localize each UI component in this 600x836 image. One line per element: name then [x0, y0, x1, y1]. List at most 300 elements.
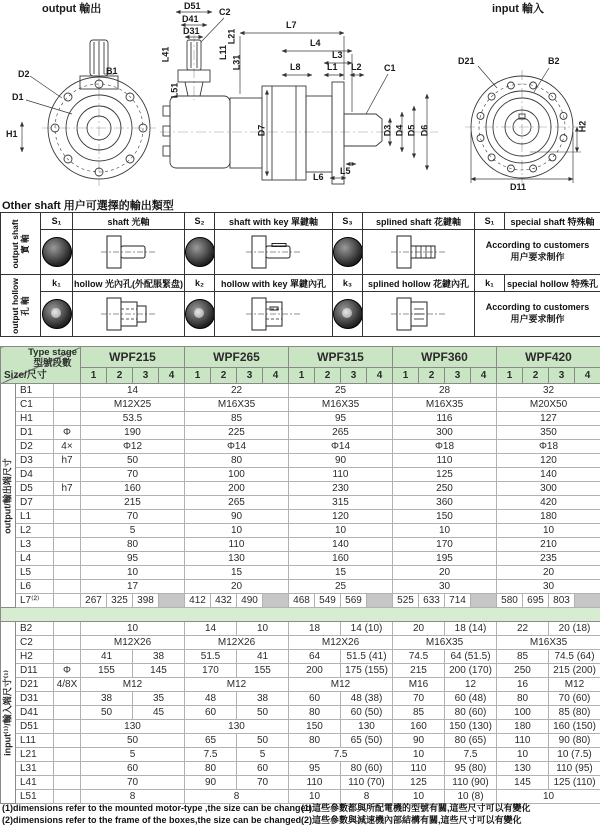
splined-hollow-photo: [333, 299, 363, 329]
spec-cell: 32: [497, 384, 600, 398]
spec-cell: 60: [237, 762, 289, 776]
spec-cell: 20: [185, 580, 289, 594]
spec-cell: 180: [497, 510, 600, 524]
spec-cell: 215: [81, 496, 185, 510]
spec-cell: 110: [393, 762, 445, 776]
spec-cell: 25: [289, 384, 393, 398]
spec-cell: 8: [81, 790, 185, 804]
spec-cell: 70: [393, 692, 445, 706]
dimension-table-wrapper: [0, 346, 600, 804]
row-spec: [54, 580, 81, 594]
spec-cell: 170: [185, 664, 237, 678]
spec-row: [1, 384, 600, 398]
dim-label-l31: L31: [231, 54, 242, 71]
input-front-view-drawing: [471, 66, 581, 183]
spec-cell: 41: [237, 650, 289, 664]
hollow-with-key-photo: [185, 299, 215, 329]
spec-cell: 110: [289, 776, 341, 790]
spec-cell: Φ18: [497, 440, 600, 454]
splined-shaft-sketch: [387, 232, 451, 272]
stage-number-cell: 3: [237, 368, 263, 384]
spec-cell: 30: [393, 580, 497, 594]
spec-cell: 145: [497, 776, 549, 790]
hollow-photo: [42, 299, 72, 329]
spec-cell: 580: [497, 594, 523, 608]
row-label: L1: [16, 510, 54, 524]
spec-cell: 5: [81, 748, 185, 762]
spec-cell: 695: [523, 594, 549, 608]
stage-number-cell: 1: [185, 368, 211, 384]
dim-label-d5: D5: [406, 124, 417, 137]
spec-cell: 325: [107, 594, 133, 608]
spec-cell: 12: [445, 678, 497, 692]
row-label: C1: [16, 398, 54, 412]
spec-cell: 265: [289, 426, 393, 440]
spec-cell: 18: [289, 622, 341, 636]
dim-label-b2: B2: [548, 56, 560, 66]
spec-cell: 160 (150): [549, 720, 600, 734]
hollow-sketch-cell: [363, 292, 475, 337]
dim-label-l21: L21: [226, 28, 237, 45]
stage-number-cell: 2: [523, 368, 549, 384]
spec-cell: 90: [185, 776, 237, 790]
spec-row: [1, 580, 600, 594]
spec-cell: Φ18: [393, 440, 497, 454]
shaft-photo-cell: [333, 230, 363, 275]
model-column-header: WPF315: [289, 347, 393, 368]
spec-cell: 120: [497, 454, 600, 468]
spec-cell: 110 (70): [341, 776, 393, 790]
hollow-photo-cell: [333, 292, 363, 337]
spec-cell: 45: [133, 706, 185, 720]
hollow-label-k1: hollow 光內孔(外配脹緊盘): [73, 275, 185, 292]
stage-number-cell: 4: [263, 368, 289, 384]
spec-cell: 74.5 (64): [549, 650, 600, 664]
spec-cell: 110: [393, 454, 497, 468]
spec-cell: 525: [393, 594, 419, 608]
hollow-with-key-sketch: [242, 294, 306, 334]
row-label: H2: [16, 650, 54, 664]
section-label-text: input⁽¹⁾/輸入端尺寸⁽¹⁾: [2, 669, 13, 756]
dim-label-l5: L5: [340, 166, 351, 176]
dim-label-c1: C1: [384, 63, 396, 73]
spec-cell: 10: [289, 524, 393, 538]
spec-row: [1, 776, 600, 790]
spec-cell: 70: [81, 510, 185, 524]
hollow-photo-cell: [41, 292, 73, 337]
footnotes-en: [2, 802, 311, 826]
spec-cell: M12: [549, 678, 600, 692]
spec-cell: 100: [185, 468, 289, 482]
spec-cell: 28: [393, 384, 497, 398]
row-spec: [54, 734, 81, 748]
spec-row: [1, 678, 600, 692]
spec-row: [1, 748, 600, 762]
spec-cell: M16X35: [393, 636, 497, 650]
spec-row: [1, 594, 600, 608]
dim-label-d6: D6: [419, 124, 430, 137]
side-label-zh: 孔 軸: [20, 295, 30, 316]
section-separator-cell: [1, 608, 600, 622]
stage-number-cell: 2: [107, 368, 133, 384]
spec-cell: 25: [289, 580, 393, 594]
shaft-with-key-sketch: [242, 232, 306, 272]
row-spec: Φ: [54, 426, 81, 440]
spec-cell: 38: [81, 692, 133, 706]
other-shaft-heading: Other shaft 用户可選擇的輸出類型: [2, 200, 174, 212]
spec-cell: 50: [81, 706, 133, 720]
spec-cell: 70: [237, 776, 289, 790]
spec-cell: 85: [497, 650, 549, 664]
spec-cell: 85 (80): [549, 706, 600, 720]
spec-cell: 155: [81, 664, 133, 678]
row-label: B2: [16, 622, 54, 636]
stage-number-cell: 1: [497, 368, 523, 384]
spec-cell: M12: [81, 678, 185, 692]
spec-row: [1, 650, 600, 664]
corner-size-label: Size/尺寸: [4, 370, 47, 381]
spec-cell: 80: [289, 734, 341, 748]
spec-cell: 420: [497, 496, 600, 510]
output-view-title: output 輸出: [42, 3, 102, 15]
spec-cell: 300: [497, 482, 600, 496]
spec-cell: 125: [393, 776, 445, 790]
spec-cell: 95: [289, 412, 393, 426]
spec-cell: 130: [81, 720, 185, 734]
row-spec: [54, 566, 81, 580]
spec-cell: 10: [393, 524, 497, 538]
shaft-photo: [42, 237, 72, 267]
spec-cell: 15: [289, 566, 393, 580]
spec-cell: 64 (51.5): [445, 650, 497, 664]
spec-cell: 150: [393, 510, 497, 524]
spec-cell: 145: [133, 664, 185, 678]
spec-cell: 432: [211, 594, 237, 608]
stage-number-cell: 2: [419, 368, 445, 384]
spec-cell: 95 (80): [445, 762, 497, 776]
custom-note: [475, 230, 600, 275]
spec-cell: 14: [81, 384, 185, 398]
row-spec: [54, 552, 81, 566]
table-header-row: [1, 347, 600, 368]
spec-row: [1, 440, 600, 454]
side-label-zh: 實 軸: [20, 233, 30, 254]
spec-cell: 10: [497, 524, 600, 538]
stage-number-cell: 3: [445, 368, 471, 384]
hollow-label-k2: hollow with key 單鍵內孔: [215, 275, 333, 292]
hollow-photo-cell: [185, 292, 215, 337]
spec-cell: 60 (48): [445, 692, 497, 706]
spec-cell: 140: [497, 468, 600, 482]
spec-cell: Φ14: [185, 440, 289, 454]
section-separator: [1, 608, 600, 622]
spec-cell: 48: [185, 692, 237, 706]
spec-cell: 85: [185, 412, 289, 426]
spec-cell: 16: [497, 678, 549, 692]
spec-cell: 90: [289, 454, 393, 468]
dim-label-l11: L11: [218, 44, 229, 61]
spec-cell: 267: [81, 594, 107, 608]
spec-row: [1, 524, 600, 538]
spec-cell: 20 (18): [549, 622, 600, 636]
spec-cell: 65 (50): [341, 734, 393, 748]
spec-row: [1, 762, 600, 776]
shaft-label-s1: shaft 光軸: [73, 213, 185, 230]
spec-cell: 110: [497, 734, 549, 748]
stage-number-cell: 4: [367, 368, 393, 384]
dim-label-l7: L7: [286, 20, 297, 30]
spec-cell: 195: [393, 552, 497, 566]
spec-cell: M12: [185, 678, 289, 692]
spec-cell: 200: [185, 482, 289, 496]
row-label: L7⁽²⁾: [16, 594, 54, 608]
spec-row: [1, 538, 600, 552]
spec-cell: 60: [185, 706, 237, 720]
spec-cell: 35: [133, 692, 185, 706]
spec-cell: 803: [549, 594, 575, 608]
hollow-code-k3: k₃: [333, 275, 363, 292]
row-label: L4: [16, 552, 54, 566]
spec-cell: 50: [81, 734, 185, 748]
footnotes-zh: [301, 802, 531, 826]
spec-cell: 60 (50): [341, 706, 393, 720]
stage-number-cell: 1: [289, 368, 315, 384]
splined-shaft-photo: [333, 237, 363, 267]
spec-cell: 235: [497, 552, 600, 566]
dim-label-h1: H1: [6, 129, 18, 139]
spec-cell: 7.5: [289, 748, 393, 762]
spec-cell: 130: [185, 720, 289, 734]
spec-row: [1, 720, 600, 734]
spec-cell: 14 (10): [341, 622, 393, 636]
spec-cell: 300: [393, 426, 497, 440]
dim-label-l4: L4: [310, 38, 321, 48]
spec-cell: 490: [237, 594, 263, 608]
splined-hollow-sketch: [387, 294, 451, 334]
footnote-zh-1: (1)這些參數都與所配電機的型號有關,這些尺寸可以有變化: [301, 803, 531, 813]
spec-row: [1, 496, 600, 510]
stage-number-cell: 4: [575, 368, 600, 384]
spec-cell: 90 (80): [549, 734, 600, 748]
side-label-output-hollow: [1, 275, 41, 337]
custom-note-en: According to customers: [485, 302, 590, 313]
row-spec: [54, 706, 81, 720]
row-spec: [54, 384, 81, 398]
spec-cell: M12: [289, 678, 393, 692]
spec-row: [1, 454, 600, 468]
dimension-table: [0, 346, 600, 804]
other-shaft-table: [0, 212, 600, 337]
footnote-zh-2: (2)這些參數與減速機內部結構有關,這些尺寸可以有變化: [301, 815, 522, 825]
row-spec: h7: [54, 454, 81, 468]
spec-cell: 53.5: [81, 412, 185, 426]
row-spec: [54, 524, 81, 538]
spec-row: [1, 468, 600, 482]
shaft-label-s2: shaft with key 單鍵軸: [215, 213, 333, 230]
dim-label-d7: D7: [256, 124, 267, 137]
spec-row: [1, 398, 600, 412]
row-label: L31: [16, 762, 54, 776]
dim-label-d1: D1: [12, 92, 24, 102]
gearbox-line-drawing: [0, 0, 600, 196]
spec-cell: 14: [185, 622, 237, 636]
spec-cell: 714: [445, 594, 471, 608]
spec-cell: 210: [497, 538, 600, 552]
table-corner: [1, 347, 81, 384]
row-label: C2: [16, 636, 54, 650]
spec-cell: 22: [185, 384, 289, 398]
row-spec: Φ: [54, 664, 81, 678]
spec-cell: 15: [185, 566, 289, 580]
hollow-code-special: k₁: [475, 275, 505, 292]
footnote-en-1: (1)dimensions refer to the mounted motor-type ,the size can be changed: [2, 803, 312, 813]
spec-cell: 110 (90): [445, 776, 497, 790]
dim-label-l6: L6: [313, 172, 324, 182]
row-label: D51: [16, 720, 54, 734]
dim-label-b1: B1: [106, 66, 118, 76]
spec-cell: 10: [81, 566, 185, 580]
shaft-code-special: S₁: [475, 213, 505, 230]
row-spec: [54, 636, 81, 650]
spec-cell: 350: [497, 426, 600, 440]
spec-cell: 80 (65): [445, 734, 497, 748]
model-column-header: WPF265: [185, 347, 289, 368]
row-spec: [54, 762, 81, 776]
stage-number-cell: 3: [549, 368, 575, 384]
spec-cell: 70: [81, 776, 185, 790]
dim-label-l2: L2: [351, 62, 362, 72]
spec-row: [1, 636, 600, 650]
spec-cell: 5: [81, 524, 185, 538]
hollow-label-k3: splined hollow 花鍵內孔: [363, 275, 475, 292]
spec-cell: 150: [289, 720, 341, 734]
spec-cell: 140: [289, 538, 393, 552]
spec-cell: 130: [341, 720, 393, 734]
dim-label-l51: L51: [169, 82, 180, 99]
spec-cell: 80: [289, 706, 341, 720]
spec-row: [1, 664, 600, 678]
row-spec: 4/8X: [54, 678, 81, 692]
shaft-code-s2: S₂: [185, 213, 215, 230]
spec-cell: [263, 594, 289, 608]
spec-cell: 175 (155): [341, 664, 393, 678]
side-view-drawing: [160, 12, 430, 184]
row-spec: 4×: [54, 440, 81, 454]
spec-cell: 110: [289, 468, 393, 482]
hollow-label-special: special hollow 特殊孔: [505, 275, 600, 292]
spec-cell: 125: [393, 468, 497, 482]
spec-cell: 10 (7.5): [549, 748, 600, 762]
spec-cell: 225: [185, 426, 289, 440]
shaft-code-s1: S₁: [41, 213, 73, 230]
row-label: D3: [16, 454, 54, 468]
spec-cell: M12X26: [81, 636, 185, 650]
spec-cell: 64: [289, 650, 341, 664]
spec-cell: 250: [497, 664, 549, 678]
technical-drawings: [0, 0, 600, 196]
spec-cell: M16X35: [185, 398, 289, 412]
shaft-sketch-cell: [215, 230, 333, 275]
spec-cell: 412: [185, 594, 211, 608]
spec-cell: 38: [237, 692, 289, 706]
spec-cell: 190: [81, 426, 185, 440]
stage-number-cell: 3: [133, 368, 159, 384]
spec-cell: 5: [237, 748, 289, 762]
dim-label-d11: D11: [510, 182, 527, 192]
spec-cell: 360: [393, 496, 497, 510]
spec-cell: 150 (130): [445, 720, 497, 734]
spec-cell: 633: [419, 594, 445, 608]
spec-cell: 10 (8): [445, 790, 497, 804]
hollow-sketch-cell: [73, 292, 185, 337]
spec-cell: 10: [81, 622, 185, 636]
dim-label-l8: L8: [290, 62, 301, 72]
spec-row: [1, 510, 600, 524]
row-label: L41: [16, 776, 54, 790]
spec-cell: 60: [289, 692, 341, 706]
shaft-sketch-cell: [73, 230, 185, 275]
spec-cell: 130: [185, 552, 289, 566]
spec-cell: 7.5: [445, 748, 497, 762]
row-spec: [54, 412, 81, 426]
spec-cell: 10: [289, 790, 341, 804]
spec-cell: 18 (14): [445, 622, 497, 636]
model-column-header: WPF360: [393, 347, 497, 368]
side-label-en: output shaft: [9, 218, 20, 269]
row-label: D5: [16, 482, 54, 496]
dim-label-d31: D31: [183, 26, 200, 36]
spec-cell: 8: [185, 790, 289, 804]
spec-cell: M12X26: [185, 636, 289, 650]
dim-label-d21: D21: [458, 56, 475, 66]
hollow-sketch: [97, 294, 161, 334]
spec-cell: 65: [185, 734, 237, 748]
row-spec: [54, 692, 81, 706]
row-label: B1: [16, 384, 54, 398]
spec-cell: 120: [289, 510, 393, 524]
row-spec: [54, 594, 81, 608]
row-spec: [54, 776, 81, 790]
spec-cell: 215: [393, 664, 445, 678]
row-label: L5: [16, 566, 54, 580]
side-label-en: output hollow: [9, 277, 20, 334]
dim-label-c2: C2: [219, 7, 231, 17]
row-label: L21: [16, 748, 54, 762]
spec-cell: 48 (38): [341, 692, 393, 706]
dim-label-d41: D41: [182, 14, 199, 24]
spec-cell: 569: [341, 594, 367, 608]
spec-cell: 10: [185, 524, 289, 538]
row-spec: [54, 496, 81, 510]
spec-cell: 90: [393, 734, 445, 748]
spec-cell: M16X35: [289, 398, 393, 412]
spec-cell: 130: [497, 762, 549, 776]
spec-cell: 7.5: [185, 748, 237, 762]
spec-cell: 80: [185, 762, 237, 776]
stage-number-cell: 4: [159, 368, 185, 384]
spec-cell: 70: [81, 468, 185, 482]
spec-cell: 51.5 (41): [341, 650, 393, 664]
row-label: D4: [16, 468, 54, 482]
corner-type-stage: [28, 348, 77, 370]
spec-cell: 160: [81, 482, 185, 496]
custom-note: [475, 292, 600, 337]
spec-cell: 20: [393, 622, 445, 636]
dim-label-d4: D4: [394, 124, 405, 137]
spec-row: [1, 734, 600, 748]
spec-cell: 160: [393, 720, 445, 734]
spec-cell: 315: [289, 496, 393, 510]
